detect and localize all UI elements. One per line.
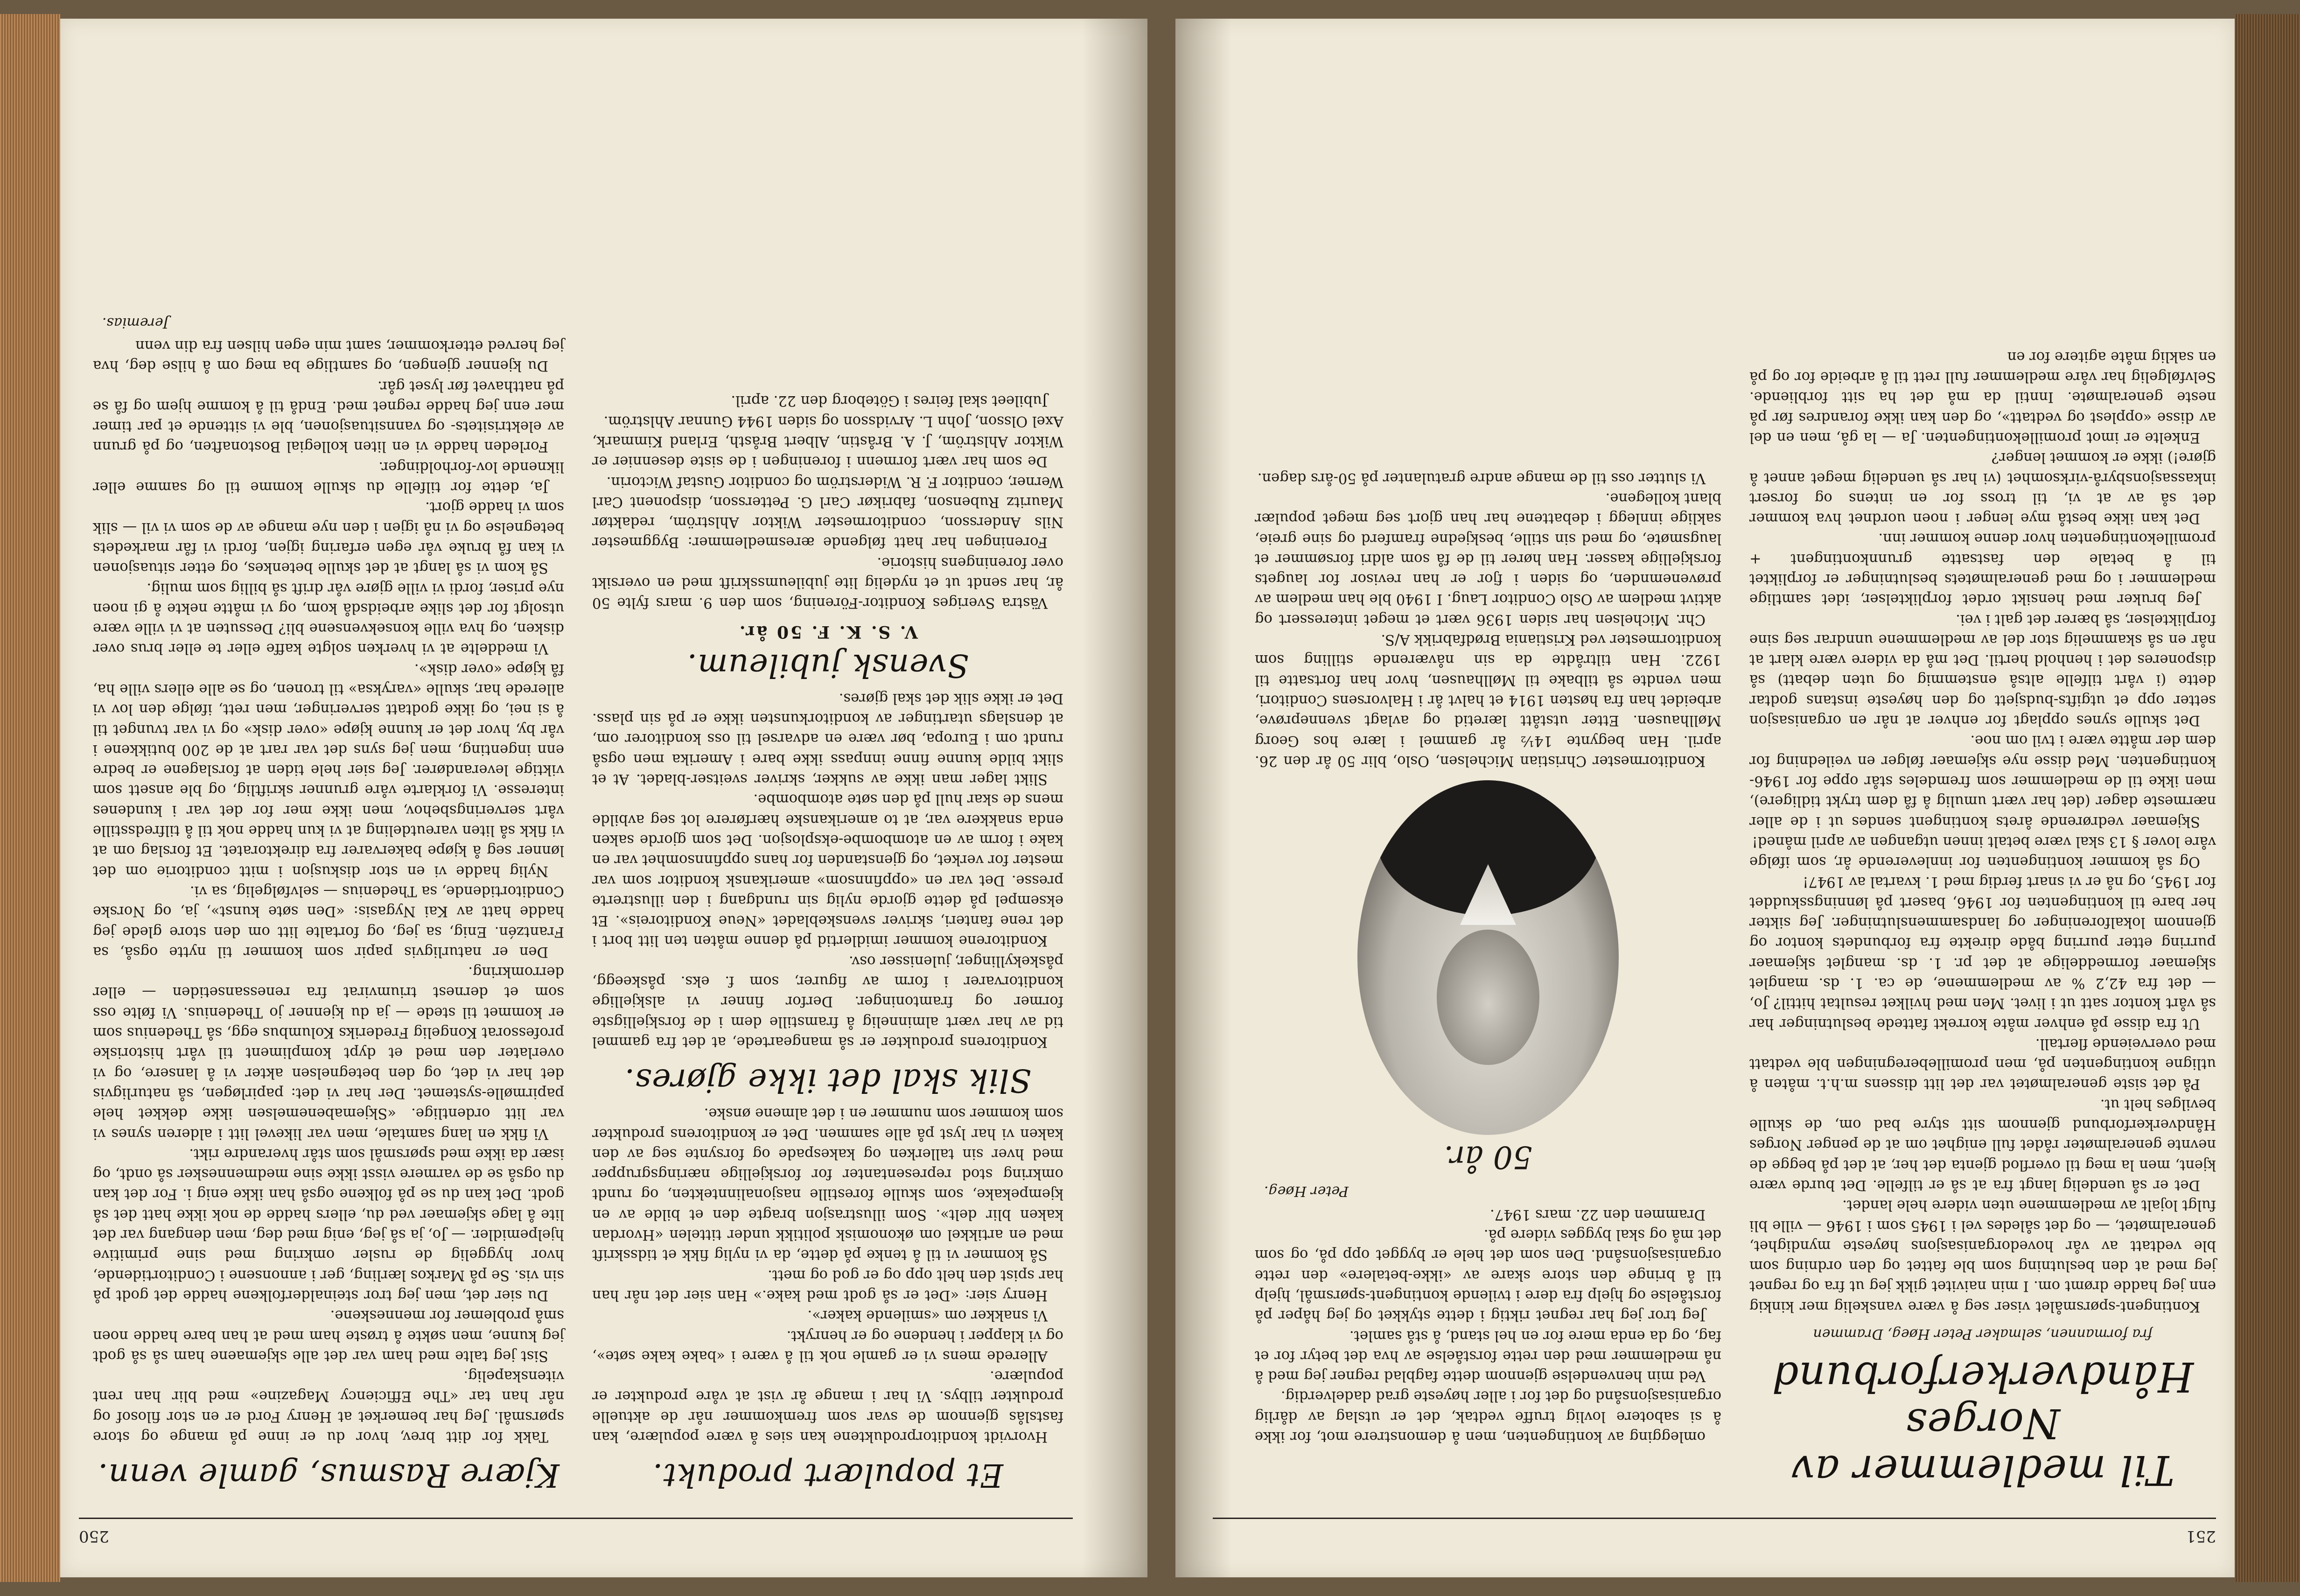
page-251 bbox=[1175, 19, 2235, 1577]
paragraph: Skjemaer vedrørende årets kontingent sendes ut i de aller nærmeste dager (det har vært umulig å få dem trykt tidligere), men ikke til de medlemmer som fremdeles står oppe for 1946-kontingenten. Med disse nye skjemaer følger en veiledning for dem der måtte være i tvil om noe. bbox=[1749, 732, 2216, 830]
header-rule bbox=[1213, 1518, 2216, 1519]
page-number-251: 251 bbox=[2186, 1527, 2216, 1546]
headline-populaert: Et populært produkt. bbox=[652, 1456, 1003, 1493]
paragraph: Chr. Michelsen har siden 1936 vært et meget interessert og aktivt medlem av Oslo Conditor Laug. I 1940 ble han medlem av prøvenemnden, og siden i fjor er han revisor for laugets forskjellige kasser. Han hører til de få som aldri forsømmer et laugsmøte, og med sin stille, beskjedne framferd og sine greie, saklige innlegg i debattene har han gjort seg meget populær blant kollegene. bbox=[1255, 490, 1721, 628]
paragraph: Jeg bruker med hensikt ordet forpliktelser, idet samtlige medlemmer i og med generalmøtets beslutninger er forpliktet til å betale den fastsatte grunnkontingent + promillekontingenten hvor denne kommer inn. bbox=[1749, 530, 2216, 608]
paragraph: Slikt lager man ikke av sukker, skriver sveitser-bladet. At et slikt bilde kunne finne innpass ikke bare i Amerika men også rundt om i Europa, bør være en advarsel til oss konditorer om, at denslags utartinger av konditorkunsten ikke er på sin plass. Det er ikke slik det skal gjøres. bbox=[592, 690, 1063, 788]
paragraph: Konditorene kommer imidlertid på denne måten ten litt bort i det rene fanteri, skriver svenskebladet «Neue Konditoreis». Et eksempel på dette gjorde nylig sin rundgang i den illustrerte presse. Det var en «oppfinnsom» amerikansk konditor som var mester for verket, og gjenstanden for hans oppfinnsomhet var en kake i form av en atombombe-eksplosjon. Det som gjorde saken enda snakkere var, at to amerikanske hærførere lot seg avbilde mens de skar hull på den søte atombombe. bbox=[592, 791, 1063, 949]
paragraph: Forleden hadde vi en liten kollegial Bostonaften, og på grunn av elektrisitets- og vannsituasjonen, ble vi sittende et par timer mer enn jeg hadde regnet med. Endå til å komme hjem og få se på natthavet før lyset går. bbox=[93, 378, 564, 455]
paragraph: omlegging av kontingenten, men å demonstrere mot, for ikke å si sabotere lovlig truffe vedtak, det er utslag av dårlig organisasjonsånd og det for i aller høyeste grad dadelverdig. bbox=[1255, 1388, 1721, 1445]
headline-slik-skal: Slik skal det ikke gjøres. bbox=[624, 1061, 1032, 1099]
signature-jeremias: Jeremias. bbox=[102, 314, 169, 331]
paragraph: Konditormester Christian Michelsen, Oslo, blir 50 år den 26. april. Han begynte 14½ år gammel i lære hos Georg Møllhausen. Etter utstått læretid og avlagt svenneprøve, arbeidet han fra høsten 1914 et halvt år i Halvorsens Conditori, men vendte så tilbake til Møllhausen, hvor han fortsatte til 1922. Han tiltrådte da sin nåværende stilling som konditormester ved Kristiania Brødfabrikk A/S. bbox=[1255, 631, 1721, 769]
paragraph: Ved min henvendelse gjennom dette fagblad regner jeg med å nå medlemmer med den rette forståelse av hva det betyr for et fag, og da enda mere for en hel stand, å stå samlet. bbox=[1255, 1327, 1721, 1385]
paragraph: Allerede mens vi er gamle nok til å være i «bake kake søte», og vi klapper i hendene og er henrykt. bbox=[592, 1327, 1063, 1364]
portrait-face bbox=[1437, 930, 1539, 1065]
paragraph: Foreningen har hatt følgende æresmedlemmer: Byggmester Nils Andersson, conditormester Wiktor Ahlström, redaktør Mauritz Rubenson, fabrikør Carl G. Pettersson, disponent Carl Werner, conditor F. R. Widerström og conditor Gustaf Wictorin. bbox=[592, 473, 1063, 551]
paragraph: De som har vært formenn i foreningen i de siste desennier er Wiktor Ahlström, J. A. Bråstin, Albert Bråsth, Erland Kimmark, Axel Olsson, John L. Arvidsson og siden 1944 Gunnar Ahlström. bbox=[592, 413, 1063, 470]
paragraph: Takk for ditt brev, hvor du er inne på mange og store spørsmål. Jeg har bemerket at Henry Ford er en stor filosof og når han tar «The Efficiency Magazine» med blir han rent vitenskapelig. bbox=[93, 1368, 564, 1445]
paragraph: Og så kommer kontingenten for innleverende år, som ifølge våre lover § 13 skal være betalt innen utgangen av april måned! bbox=[1749, 833, 2216, 870]
paragraph: Det kan ikke bestå mye lenger i noen uordnet hva kommer det så av at vi, til tross for en intens og forsert inkassasjonsbyrå-virksomhet (vi har så uendelig meget annet å gjøre!) ikke er kommet lenger? bbox=[1749, 449, 2216, 527]
column-populaert-slik-jubileum bbox=[592, 391, 1063, 1498]
header-rule bbox=[79, 1518, 1073, 1519]
column-kjaere-rasmus bbox=[93, 312, 564, 1498]
paragraph: Vi meddelte at vi hverken solgte kaffe eller te eller brus over disken, og hva ville konsekvensene bli? Dessuten at vi ville være utsolgt for det slike arbeidsdå kom, og vi måtte nekte å gi noen nye priser, fordi vi ville gjøre vår drift så billig som mulig. bbox=[93, 580, 564, 657]
paragraph: Sist jeg talte med ham var det alle skjemaene ham så så godt jeg kunne, men søkte å trøste ham med at han bare hadde noen små problemer for menneskene. bbox=[93, 1307, 564, 1364]
paragraph: Drammen den 22. mars 1947. bbox=[1490, 1206, 1706, 1223]
paragraph: Kontingent-spørsmålet viser seg å være vanskelig mer kinkig enn jeg hadde drømt om. I min naivitet gikk jeg ut fra og regnet jeg med at den beslutning som ble fattet og den ordning som ble vedtatt av vår hovedorganisasjons høyeste myndighet, generalmøtet, — og det således vel i 1945 som i 1946 — ville bli fulgt lojalt av medlemmene uten videre hele landet. bbox=[1749, 1197, 2216, 1315]
left-page-edges bbox=[2235, 14, 2300, 1582]
headline-50-ar: 50 år. bbox=[1444, 1139, 1532, 1176]
headline-svensk-jubileum: Svensk jubileum. bbox=[686, 646, 969, 684]
page-250 bbox=[60, 19, 1147, 1577]
paragraph: Ja, dette for tilfelle du skulle komme til og samme eller liknende lov-forholdinger. bbox=[93, 458, 564, 496]
paragraph: Så kom vi så langt at det skulle betenkes, og etter situasjonen vi kan få bruke vår egen erfaring igjen, fordi vi får markedets betegnelse og vi nå igjen i den nye mange av de som vi vil — slik som vi hadde gjort. bbox=[93, 499, 564, 576]
subhead-vskf: V. S. K. F. 50 år. bbox=[738, 622, 918, 642]
paragraph: Vi snakker om «smilende kaker». bbox=[807, 1307, 1048, 1324]
paragraph: Hvorvidt konditorproduktene kan sies å være populære, kan fastslås gjennom de svar som fremkommer når de aktuelle produkter tilbys. Vi har i mange år vist at våre produkter er populære. bbox=[592, 1368, 1063, 1445]
paragraph: Jeg tror jeg har regnet riktig i dette stykket og jeg håper på forståelse og hjelp fra dere i tvilende kontingent-spørsmål, hjelp til å bringe den store skare av «ikke-betalere» den rette organisasjonsånd. Den som det hele er bygget opp på, og som det må og skal bygges videre på. bbox=[1255, 1226, 1721, 1324]
paragraph: Jubileet skal feires i Göteborg den 22. april. bbox=[731, 392, 1048, 409]
paragraph: Den er naturligvis papir som kommer til nytte også, sa Frantzén. Enig, sa jeg, og fortalte litt om den store glede jeg hadde hatt av Kai Nygasis: «Den søte kunst», ja, og Norske Conditortidende, sa Thedenius — selvfølgelig, sa vi. bbox=[93, 882, 564, 960]
paragraph: Det skulle synes opplagt for enhver at når en organisasjon setter opp et utgifts-budsjett og den høyeste instans godtar dette (i vårt tilfelle altså enstemmig og uten debatt) så disponeres det i henhold hertil. Det må da videre være klart at når en så skammelig stor del av medlemmene unndrar seg sine forpliktelser, så bærer det galt i vei. bbox=[1749, 611, 2216, 729]
headline-kjaere-rasmus: Kjære Rasmus, gamle venn. bbox=[98, 1456, 559, 1493]
paragraph: Enkelte er imot promillekontingenten. Ja — la gå, men en del av disse «opplest og vedtatt», og den kan ikke forandres før på neste generalmøte. Inntil da må det ha sitt forbliende. Selvfølgelig har våre medlemmer full rett til å arbeide for og på en saklig måte agitere for en bbox=[1749, 348, 2216, 446]
paragraph: Konditorens produkter er så mangeartede, at det fra gammel tid av har vært alminnelig å framstille dem i de forskjelligste former og framtoninger. Derfor finner vi alskjellige konditorvarer i form av figurer, som f. eks. påskeegg, påskekyllinger, julenisser osv. bbox=[592, 952, 1063, 1050]
byline-forbund: fra formannen, selmaker Peter Høeg, Drammen bbox=[1813, 1326, 2153, 1342]
article-forbund-column-1 bbox=[1749, 346, 2216, 1498]
paragraph: Du kjenner gjengen, og samtlige ba meg om å hilse deg, hva jeg herved etterkommer, samt min egen hilsen fra din venn bbox=[93, 337, 564, 374]
paragraph: Västra Sveriges Konditor-Förening, som den 9. mars fylte 50 år, har sendt ut et nydelig lite jubileumsskrift med en oversikt over foreningens historie. bbox=[592, 554, 1063, 611]
portrait-photo bbox=[1357, 780, 1619, 1135]
paragraph: Henry sier: «Det er så godt med kake.» Han sier det når han har spist den helt opp og er god og mett. bbox=[592, 1267, 1063, 1303]
right-page-edges bbox=[0, 14, 60, 1582]
paragraph: På det siste generalmøtet var det litt dissens m.h.t. måten å utligne kontingenten på, men promilleberegningen ble vedtatt med overveiende flertall. bbox=[1749, 1035, 2216, 1092]
paragraph: Det er så uendelig langt fra at så er tilfelle. Det burde være kjent, men la meg til overflod gjenta det her, at det på begge de nevnte generalmøter rådet full enighet om at de penger Norges Håndverkerforbund gjennom sitt styre bad om, de skulle bevilges helt ut. bbox=[1749, 1096, 2216, 1193]
page-number-250: 250 bbox=[79, 1527, 109, 1546]
signature-peter-hoeg: Peter Høeg. bbox=[1264, 1183, 1349, 1200]
paragraph: Vi fikk en lang samtale, men var likevel litt i alderen synes vi var litt ordentlige. «Skjemabenemelsen ikke dekket hele papirmølle-systemet. Der har vi det: papirløgen, så naturligvis det har vi det, og den betegnelsen akter vi å lansere, og vi overlater den med et dypt kompliment til vårt historiske professorat Kongelig Frederiks Kolumbus egg, så Thedenius som er kommet til stede — ja du kjenner jo Thedenius. Vi følte oss som et dernest triumvirat fra renessansetiden — eller derromkring. bbox=[93, 964, 564, 1142]
paragraph: Ut fra disse på enhver måte korrekt fattede beslutninger har så vårt kontor satt ut i livet. Men med hvilket resultat hittil? Jo, — det fra 42,2 % av medlemmene, de ca. 1. ds. manglet skjemaer formeddelige at det pr. 1. ds. manglet skjemaer purring etter purring både direkte fra forbundets kontor og gjennom lokalforeninger og landsammenslutninger. Jeg sikter her bare til kontingenten for 1946, basert på lønningsskuddet for 1945, og nå er vi snart ferdig med 1. kvartal av 1947! bbox=[1749, 874, 2216, 1032]
gutter-shadow-left bbox=[1175, 19, 1231, 1577]
paragraph: Så kommer vi til å tenke på dette, da vi nylig fikk et tidsskrift med en artikkel om økonomisk politikk under tittelen «Hvordan kaken blir delt». Som illustrasjon bragte den et bilde av en kjempekake, som skulle forestille nasjonalinntekten, og rundt omkring stod representanter for forskjellige næringsgrupper med hver sin tallerken og kakespade og forsynte seg av den kaken vi har lyst på alle sammen. Det er konditorens produkter som kommer som nummer en i det almene ønske. bbox=[592, 1105, 1063, 1263]
paragraph: Nylig hadde vi en stor diskusjon i mitt conditorie om det lønner seg å kjøpe bakervarer fra direktoratet. Et forslag om at vi fikk så liten vareutdeling at vi kun hadde nok til å tilfredsstille vårt serveringsbehov, men ikke mer for det var i kundenes interesse. Vi forklarte våre grunner skriftlig, og ble ansett som viktige leverandører. Jeg sier hele tiden at forslagene er bedre enn ingenting, men jeg syns det var rart at de 200 butikkene i vår by, hvor det er kunne kjøpe «over disk» og vi var tvunget til å si nei, og ikke godtatt serveringer, men rett, ifølge den lov vi allerede har, skulle «varyksa» til tronen, og se alle ellers ville ha, få kjøpe «over disk». bbox=[93, 660, 564, 879]
article-forbund-column-2 bbox=[1255, 468, 1721, 1447]
paragraph: Vi slutter oss til de mange andre gratulanter på 50-års dagen. bbox=[1257, 469, 1706, 486]
paragraph: Du sier det, men jeg tror steinalderfolkene hadde det godt på sin vis. Se på Markos lærling, ger i annonsene i Conditortidende, hvor hyggelig de rusler omkring med sine primitive hjelpemidler. — Jo, ja så jeg, enig med deg, men dengang var det lite å lage skjemaer ved du, ellers hadde de nok ikke hatt det så godt. Det kan du se på folkene også han ikke enig i. For det kan du også se de varmere visst ikke sine medmennesker så ondt, og især da ikke med spørsmål som står hverandre rikt. bbox=[93, 1145, 564, 1303]
headline-forbund: Til medlemmer av Norges Håndverkerforbund bbox=[1771, 1353, 2194, 1494]
gutter-shadow-right bbox=[1082, 19, 1147, 1577]
